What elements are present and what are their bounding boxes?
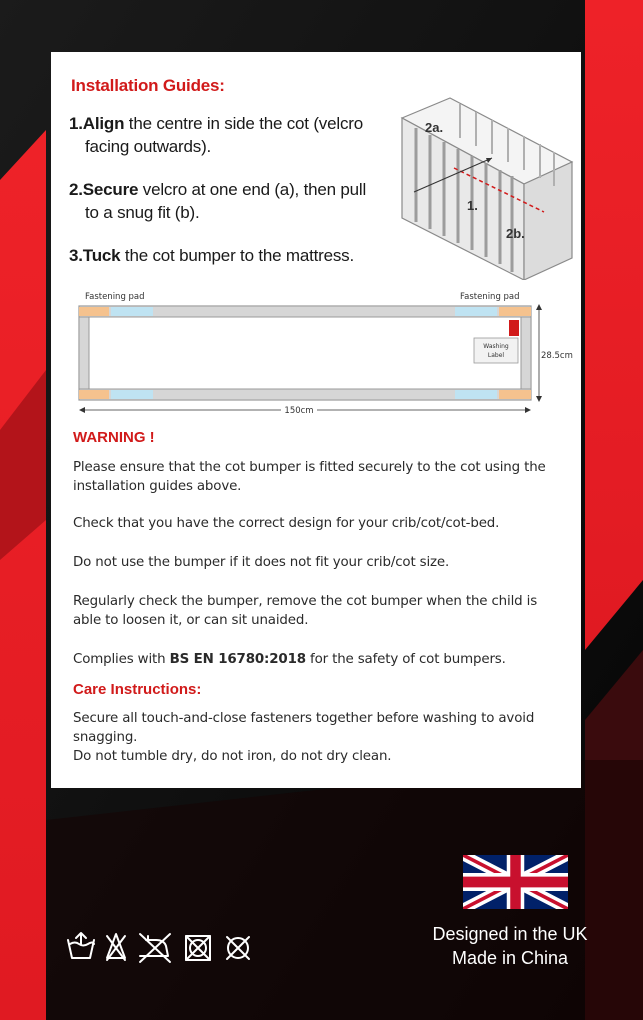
cot-illustration — [394, 88, 578, 280]
no-bleach-icon — [107, 934, 125, 960]
right-red-stripe — [585, 0, 643, 650]
washing-label-line2: Label — [487, 352, 505, 359]
standard-code: BS EN 16780:2018 — [169, 652, 306, 667]
step-secure: 2.Secure velcro at one end (a), then pull to a snug fit (b). — [69, 180, 367, 222]
fastening-pad — [79, 307, 109, 316]
step-tuck: 3.Tuck the cot bumper to the mattress. — [69, 246, 355, 265]
velcro-strip — [111, 307, 153, 316]
fastening-pad — [499, 390, 531, 399]
cot-label-2a: 2a. — [425, 120, 444, 135]
installation-title: Installation Guides: — [71, 76, 225, 95]
velcro-strip — [111, 390, 153, 399]
warning-regular-check: Regularly check the bumper, remove the cot bumper when the child is able to loosen it, or can sit unaided. — [73, 594, 538, 628]
no-iron-icon — [140, 934, 170, 962]
no-dry-clean-icon — [227, 937, 249, 959]
length-dimension: 150cm — [284, 406, 314, 416]
velcro-strip — [455, 307, 497, 316]
warning-title: WARNING ! — [73, 429, 155, 446]
no-tumble-dry-icon — [186, 936, 210, 960]
designed-in-uk: Designed in the UK — [432, 924, 588, 944]
warning-fit-securely: Please ensure that the cot bumper is fitted securely to the cot using the installation guides above. — [73, 460, 546, 494]
fastening-pad — [79, 390, 109, 399]
care-fasteners: Secure all touch-and-close fasteners together before washing to avoid snagging. — [73, 711, 535, 745]
care-symbols — [66, 930, 256, 964]
fastening-pad — [499, 307, 531, 316]
warning-do-not-use: Do not use the bumper if it does not fit your crib/cot size. — [73, 555, 450, 570]
care-title: Care Instructions: — [73, 681, 202, 698]
care-no-dry: Do not tumble dry, do not iron, do not dry clean. — [73, 749, 392, 764]
hand-wash-icon — [68, 933, 94, 958]
bumper-diagram — [67, 288, 577, 420]
warning-correct-design: Check that you have the correct design for your crib/cot/cot-bed. — [73, 516, 500, 531]
left-red-stripe — [0, 130, 46, 1020]
fastening-pad-right-label: Fastening pad — [460, 292, 520, 302]
fastening-pad-left-label: Fastening pad — [85, 292, 145, 302]
origin-statement — [410, 922, 610, 970]
washing-label-line1: Washing — [483, 343, 509, 350]
cot-label-2b: 2b. — [506, 226, 525, 241]
warning-compliance: Complies with BS EN 16780:2018 for the safety of cot bumpers. — [73, 652, 506, 667]
uk-flag-icon — [463, 855, 568, 909]
height-dimension: 28.5cm — [541, 351, 573, 361]
made-in-china: Made in China — [451, 948, 569, 968]
instruction-card — [51, 52, 581, 788]
step-align: 1.Align the centre in side the cot (velcro facing outwards). — [69, 114, 363, 156]
velcro-strip — [455, 390, 497, 399]
cot-label-1: 1. — [467, 198, 478, 213]
